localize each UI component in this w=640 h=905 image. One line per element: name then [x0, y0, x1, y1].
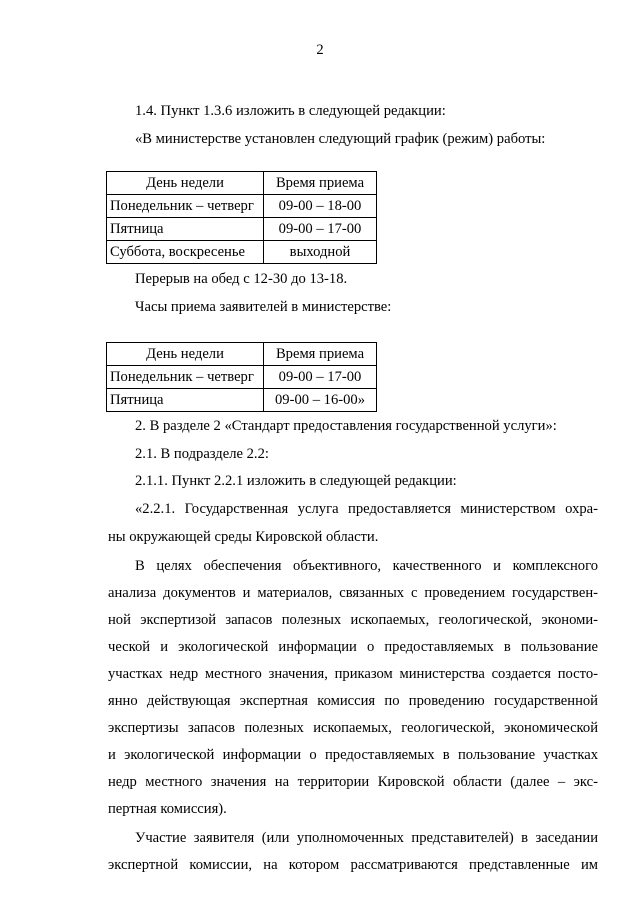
paragraph-commission-line: участках недр местного значения, приказом министерства создается посто-	[108, 666, 598, 682]
paragraph-item-1-4: 1.4. Пункт 1.3.6 изложить в следующей редакции:	[135, 103, 446, 119]
paragraph-item-2-2-1: 2.1.1. Пункт 2.2.1 изложить в следующей редакции:	[135, 473, 457, 489]
table-row	[107, 366, 377, 389]
paragraph-commission-last-line: пертная комиссия).	[108, 801, 227, 817]
paragraph-commission-line: ческой и экологической информации о предоставляемых в пользование	[108, 639, 598, 655]
page-number: 2	[316, 42, 324, 58]
table-header-row	[107, 172, 377, 195]
work-schedule-table	[106, 171, 377, 264]
paragraph-commission-line: и экологической информации о предоставляемых в пользование участках	[108, 747, 598, 763]
table-cell: выходной	[264, 241, 377, 264]
paragraph-lunch-break: Перерыв на обед с 12-30 до 13-18.	[135, 271, 348, 287]
paragraph-subsection-2-2: 2.1. В подразделе 2.2:	[135, 446, 269, 462]
table-cell: 09-00 – 18-00	[264, 195, 377, 218]
paragraph-commission-first-line: В целях обеспечения объективного, качественного и комплексного	[135, 558, 598, 574]
table-header-cell: Время приема	[264, 172, 377, 195]
paragraph-2-2-1-line: «2.2.1. Государственная услуга предоставляется министерством охра-	[135, 501, 598, 517]
paragraph-2-2-1-last-line: ны окружающей среды Кировской области.	[108, 529, 379, 545]
table-header-row	[107, 343, 377, 366]
table-header-cell: Время приема	[264, 343, 377, 366]
table-row	[107, 389, 377, 412]
paragraph-commission-line: анализа документов и материалов, связанных с проведением государствен-	[108, 585, 598, 601]
paragraph-commission-line: янно действующая экспертная комиссия по проведению государственной	[108, 693, 598, 709]
table-cell: 09-00 – 17-00	[264, 218, 377, 241]
paragraph-reception-hours-intro: Часы приема заявителей в министерстве:	[135, 299, 392, 315]
table-cell: Понедельник – четверг	[107, 366, 264, 389]
paragraph-commission-line: экспертизы запасов полезных ископаемых, геологической, экономической	[108, 720, 598, 736]
table-cell: Понедельник – четверг	[107, 195, 264, 218]
paragraph-participation-line: экспертной комиссии, на котором рассматриваются представленные им	[108, 857, 598, 873]
paragraph-commission-line: недр местного значения на территории Кировской области (далее – экс-	[108, 774, 598, 790]
table-cell: 09-00 – 16-00»	[264, 389, 377, 412]
table-cell: Пятница	[107, 218, 264, 241]
table-header-cell: День недели	[107, 172, 264, 195]
table-row	[107, 195, 377, 218]
table-cell: Суббота, воскресенье	[107, 241, 264, 264]
table-cell: 09-00 – 17-00	[264, 366, 377, 389]
reception-hours-table	[106, 342, 377, 412]
paragraph-section-2: 2. В разделе 2 «Стандарт предоставления государственной услуги»:	[135, 418, 557, 434]
table-cell: Пятница	[107, 389, 264, 412]
table-row	[107, 241, 377, 264]
table-header-cell: День недели	[107, 343, 264, 366]
paragraph-schedule-intro: «В министерстве установлен следующий график (режим) работы:	[135, 131, 546, 147]
table-row	[107, 218, 377, 241]
paragraph-participation-first-line: Участие заявителя (или уполномоченных представителей) в заседании	[135, 830, 598, 846]
paragraph-commission-line: ной экспертизой запасов полезных ископаемых, геологической, экономи-	[108, 612, 598, 628]
